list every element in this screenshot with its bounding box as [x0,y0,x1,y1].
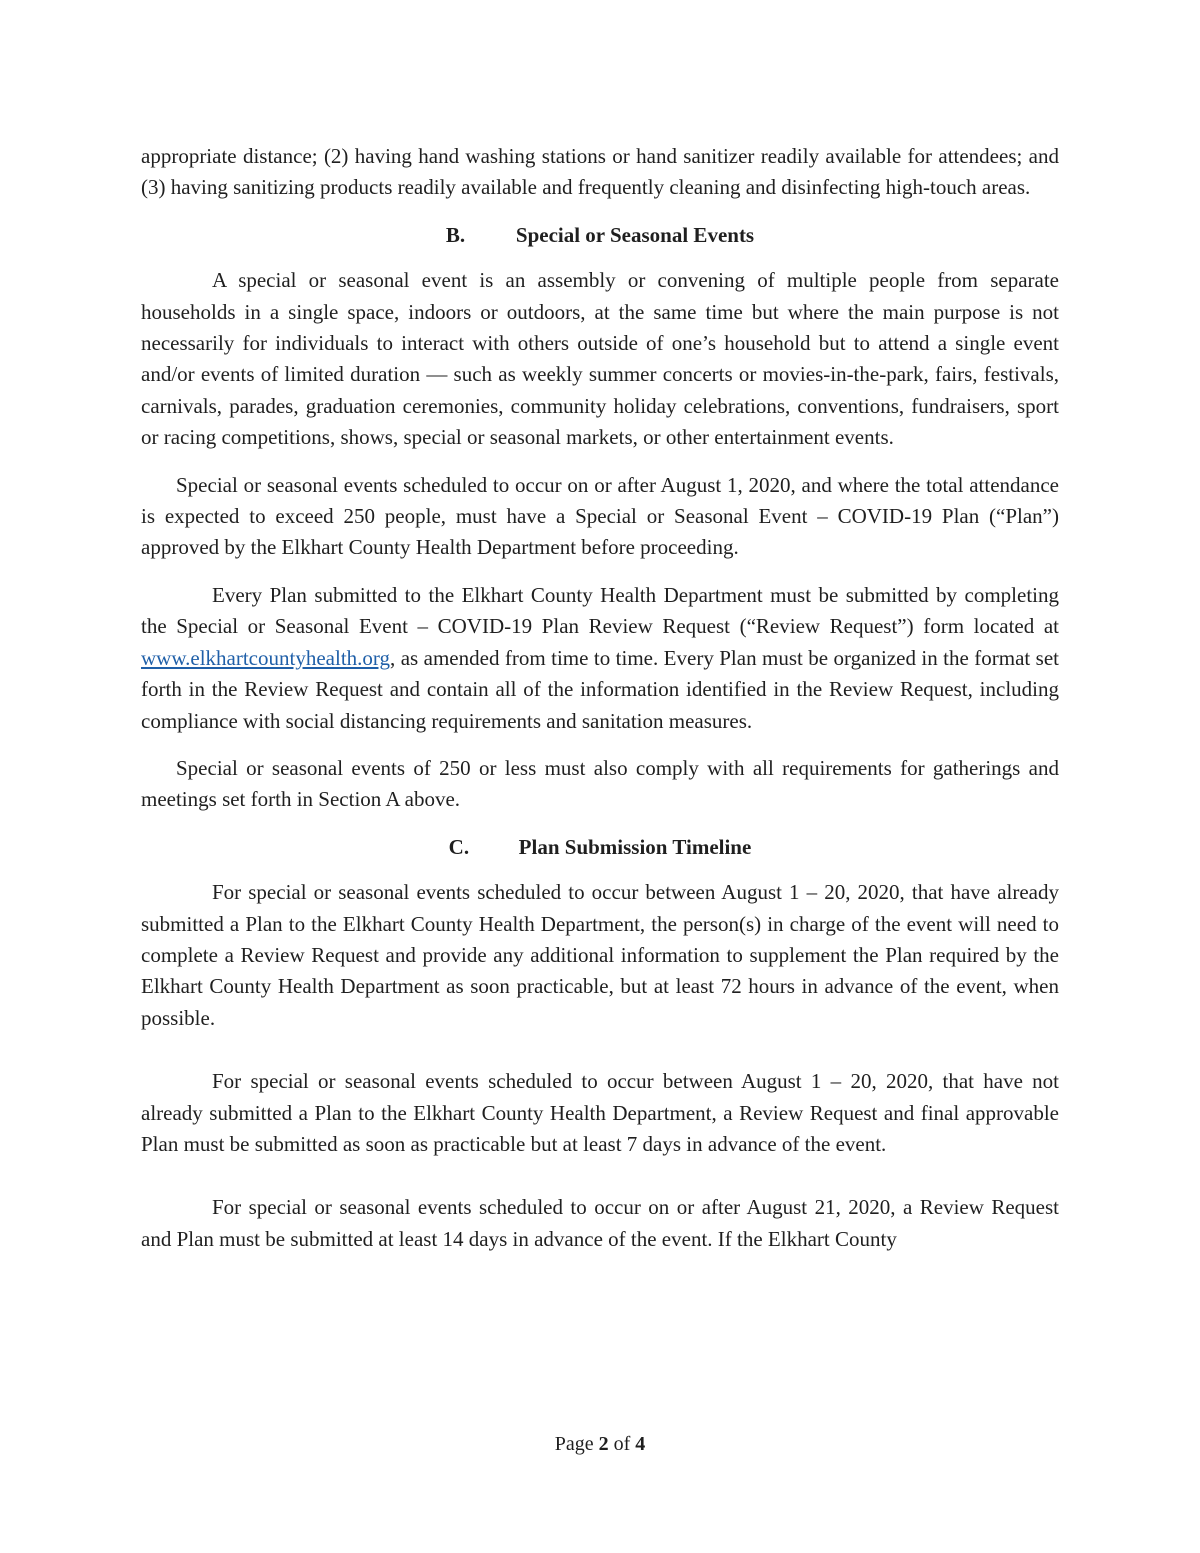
section-c-paragraph-3: For special or seasonal events scheduled to occur on or after August 21, 2020, a Review Request and Plan must be submitted at least 14 days in advance of the event. If the Elkhart County [141,1195,1059,1251]
intro-paragraph: appropriate distance; (2) having hand washing stations or hand sanitizer readily available for attendees; and (3) having sanitizing products readily available and frequently cleaning and disinfecting high-touch areas. [141,144,1059,200]
section-b-paragraph-3-end: , as amended from time to time. Every Plan must be organized in the format set forth in the Review Request and contain all of the information identified in the Review Request, including compliance with social distancing requirements and sanitation measures. [141,645,1059,733]
section-c-paragraph-1: For special or seasonal events scheduled to occur between August 1 – 20, 2020, that have already submitted a Plan to the Elkhart County Health Department, the person(s) in charge of the event will need to complete a Review Request and provide any additional information to supplement the Plan required by the Elkhart County Health Department as soon practicable, but at least 72 hours in advance of the event, when possible. [141,880,1059,1030]
section-c-letter: C. [448,834,470,859]
page-number-prefix: Page [554,1433,594,1455]
page-number-of: of [613,1433,631,1455]
page-number-total: 4 [635,1433,646,1455]
section-b-paragraph-2: Special or seasonal events scheduled to occur on or after August 1, 2020, and where the total attendance is expected to exceed 250 people, must have a Special or Seasonal Event – COVID-19 Plan (“Plan”) approved by the Elkhart County Health Department before proceeding. [141,472,1059,560]
section-c-heading [141,832,1059,863]
section-b-heading [141,220,1059,251]
section-b-letter: B. [445,222,466,247]
page-footer [0,1430,1200,1458]
section-b-paragraph-3-start: Every Plan submitted to the Elkhart County Health Department must be submitted by completing the Special or Seasonal Event – COVID-19 Plan Review Request (“Review Request”) form located at [141,582,1059,639]
section-b-title: Special or Seasonal Events [515,222,755,247]
section-b-paragraph-4: Special or seasonal events of 250 or less must also comply with all requirements for gatherings and meetings set forth in Section A above. [141,755,1059,812]
section-b-paragraph-1: A special or seasonal event is an assembly or convening of multiple people from separate households in a single space, indoors or outdoors, at the same time but where the main purpose is not necessarily for individuals to interact with others outside of one’s household but to attend a single event and/or events of limited duration — such as weekly summer concerts or movies-in-the-park, fairs, festivals, carnivals, parades, graduation ceremonies, community holiday celebrations, conventions, fundraisers, sport or racing competitions, shows, special or seasonal markets, or other entertainment events. [141,268,1059,450]
section-c-title: Plan Submission Timeline [518,834,752,859]
section-c-paragraph-2: For special or seasonal events scheduled to occur between August 1 – 20, 2020, that have not already submitted a Plan to the Elkhart County Health Department, a Review Request and final approvable Plan must be submitted as soon as practicable but at least 7 days in advance of the event. [141,1069,1059,1156]
document-page [141,141,1059,1271]
section-b-paragraph-3 [141,580,1059,737]
page-number-current: 2 [598,1433,609,1455]
health-department-link[interactable]: www.elkhartcountyhealth.org [141,645,391,670]
